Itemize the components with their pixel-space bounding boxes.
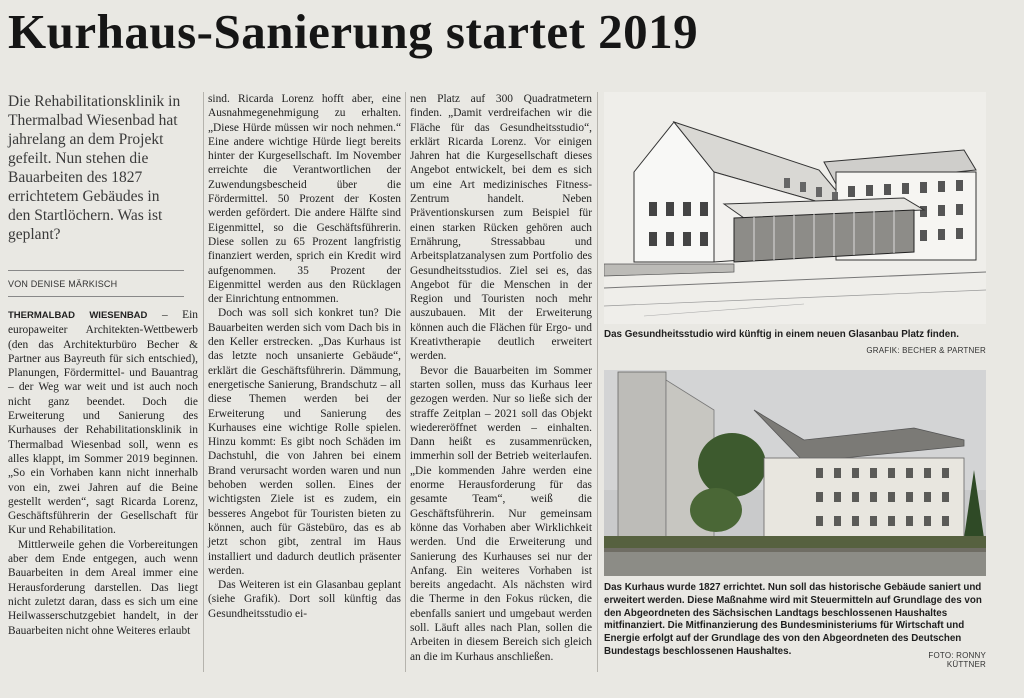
byline-divider bbox=[8, 296, 184, 297]
intro-teaser: Die Rehabilitationsklinik in Thermalbad Wiesenbad hat jahrelang an dem Projekt gefeilt. Nun stehen die Bauarbeiten des 1827 errichtetem Gebäudes in den Startlöchern. Was ist geplant? bbox=[8, 93, 181, 243]
column-divider bbox=[203, 92, 204, 672]
paragraph: Das Weiteren ist ein Glasanbau geplant (siehe Grafik). Dort soll künftig das Gesundheitsstudio ei- bbox=[208, 579, 401, 620]
byline: VON DENISE MÄRKISCH bbox=[8, 279, 118, 289]
dateline: THERMALBAD WIESENBAD bbox=[8, 310, 148, 321]
paragraph: Bevor die Bauarbeiten im Sommer starten sollen, muss das Kurhaus leer gezogen werden. Nur so ließe sich der straffe Zeitplan – 2021 soll das Objekt wiedereröffnet werden – einhalten. Dann heißt es zusammenrücken, immerhin soll der Betrieb weiterlaufen. „Die kommenden Jahre werden eine enorme Herausforderung für das gesamte Team“, weiß die Geschäftsführerin. Nur gemeinsam könne das Vorhaben aber Wirklichkeit werden. Und die Erweiterung und Sanierung des Kurhauses sei nur der Anfang. Ein weiteres Vorhaben ist bereits angedacht. Als nächsten wird die Therme in den Fokus rücken, die ebenfalls saniert und umgebaut werden soll. Läuft alles nach Plan, sollen die Arbeiten in diesem Bereich sich gleich an die im Kurhaus anschließen. bbox=[410, 364, 592, 663]
paragraph: nen Platz auf 300 Quadratmetern finden. „Damit verdreifachen wir die Fläche für das Gesundheitsstudio“, erklärt Ricarda Lorenz. Vor einigen Jahren hat die Kurgesellschaft dieses Angebot entwickelt, bei dem es sich um eine Art medizinisches Fitness-Zentrum handelt. Neben Präventionskursen zum Beispiel für einen starken Rücken gehören auch Ernährung, Stressabbau und Arbeitsplatzanalysen zum Portfolio des Gesundheitsstudios. Ziel sei es, das Angebot für die Menschen in der Region und Touristen noch mehr auszubauen. Mit der Erweiterung können auch die Flächen für Ergo- und Kreativtherapie deutlich erweitert werden. bbox=[410, 93, 592, 363]
intro-divider bbox=[8, 270, 184, 271]
figure-caption: Das Gesundheitsstudio wird künftig in einem neuen Glasanbau Platz finden. bbox=[604, 329, 959, 340]
headline: Kurhaus-Sanierung startet 2019 bbox=[8, 4, 699, 59]
paragraph: THERMALBAD WIESENBAD – Ein europaweiter Architekten-Wettbewerb (den das Architekturbüro Becher & Partner aus Bayreuth für sich entschied), Planungen, Fördermittel- und Bauantrag – der Weg war weit und ist auch noch nicht ganz beendet. Doch die Erweiterung und Sanierung des Kurhauses der Rehabilitationsklinik in Thermalbad Wiesenbad soll, wenn es alles klappt, im Sommer 2019 beginnen. „So ein Vorhaben kann nicht innerhalb von ein, zwei Jahren auf die Beine gestellt werden“, sagt Ricarda Lorenz, Geschäftsführerin der Gesellschaft für Kur und Rehabilitation. bbox=[8, 309, 198, 537]
paragraph: Mittlerweile gehen die Vorbereitungen aber dem Ende entgegen, auch wenn Bauarbeiten in dem Areal immer eine Herausforderung darstellen. Das liegt nicht zuletzt daran, dass es sich um eine Heilwasserschutzgebiet handelt, in der Bauarbeiten nicht ohne Weiteres erlaubt bbox=[8, 538, 198, 637]
figure-credit: GRAFIK: BECHER & PARTNER bbox=[866, 346, 986, 355]
architectural-rendering-image bbox=[604, 92, 986, 324]
text-column-3 bbox=[410, 92, 592, 664]
text-column-1 bbox=[8, 308, 198, 638]
column-divider bbox=[597, 92, 598, 672]
figure-caption: Das Kurhaus wurde 1827 errichtet. Nun soll das historische Gebäude saniert und erweitert werden. Diese Maßnahme wird mit Steuermitteln auf Grundlage des von den Abgeordneten des Sächsischen Landtags beschlossenen Haushaltes mitfinanziert. Die Mitfinanzierung des Bundesministeriums für Wirtschaft und Energie erfolgt auf der Grundlage des von den Abgeordneten des Deutschen Bundestags beschlossenen Haushaltes. bbox=[604, 582, 982, 657]
kurhaus-photo-image bbox=[604, 370, 986, 576]
paragraph: Doch was soll sich konkret tun? Die Bauarbeiten werden sich vom Dach bis in den Keller erstrecken. „Das Kurhaus ist das letzte noch unsanierte Gebäude“, erklärt die Geschäftsführerin. Dämmung, energetische Sanierung, Brandschutz – all diese Themen werden bei der Erweiterung und Sanierung des Kurhauses eine wichtige Rolle spielen. Hinzu kommt: Es gibt noch Schäden im Dachstuhl, die von Jahren bei einem Brand verursacht worden waren und nun behoben werden sollen. Eines der wichtigsten Ziele ist es zudem, ein besseres Angebot für Touristen bieten zu können, auch für Gästebüro, das es ab jetzt schon gibt, zentral im Haus installiert und dadurch deutlich präsenter werden. bbox=[208, 307, 401, 577]
text-column-2 bbox=[208, 92, 401, 621]
paragraph: sind. Ricarda Lorenz hofft aber, eine Ausnahmegenehmigung zu erhalten. „Diese Hürde müssen wir noch nehmen.“ Eine andere wichtige Hürde liegt bereits hinter der Kurgesellschaft. Im November erreichte die Verantwortlichen der Zuwendungsbescheid über die Fördermittel. 50 Prozent der Kosten werden gefördert. Die andere Hälfte sind Eigenmittel, so die Geschäftsführerin. Diese sollen zu 65 Prozent langfristig finanziert werden, sprich ein Kredit wird aufgenommen. 35 Prozent der Eigenmittel werden aus den Rücklagen der Einrichtung entnommen. bbox=[208, 93, 401, 306]
figure-credit: FOTO: RONNY KÜTTNER bbox=[928, 651, 986, 669]
column-divider bbox=[405, 92, 406, 672]
